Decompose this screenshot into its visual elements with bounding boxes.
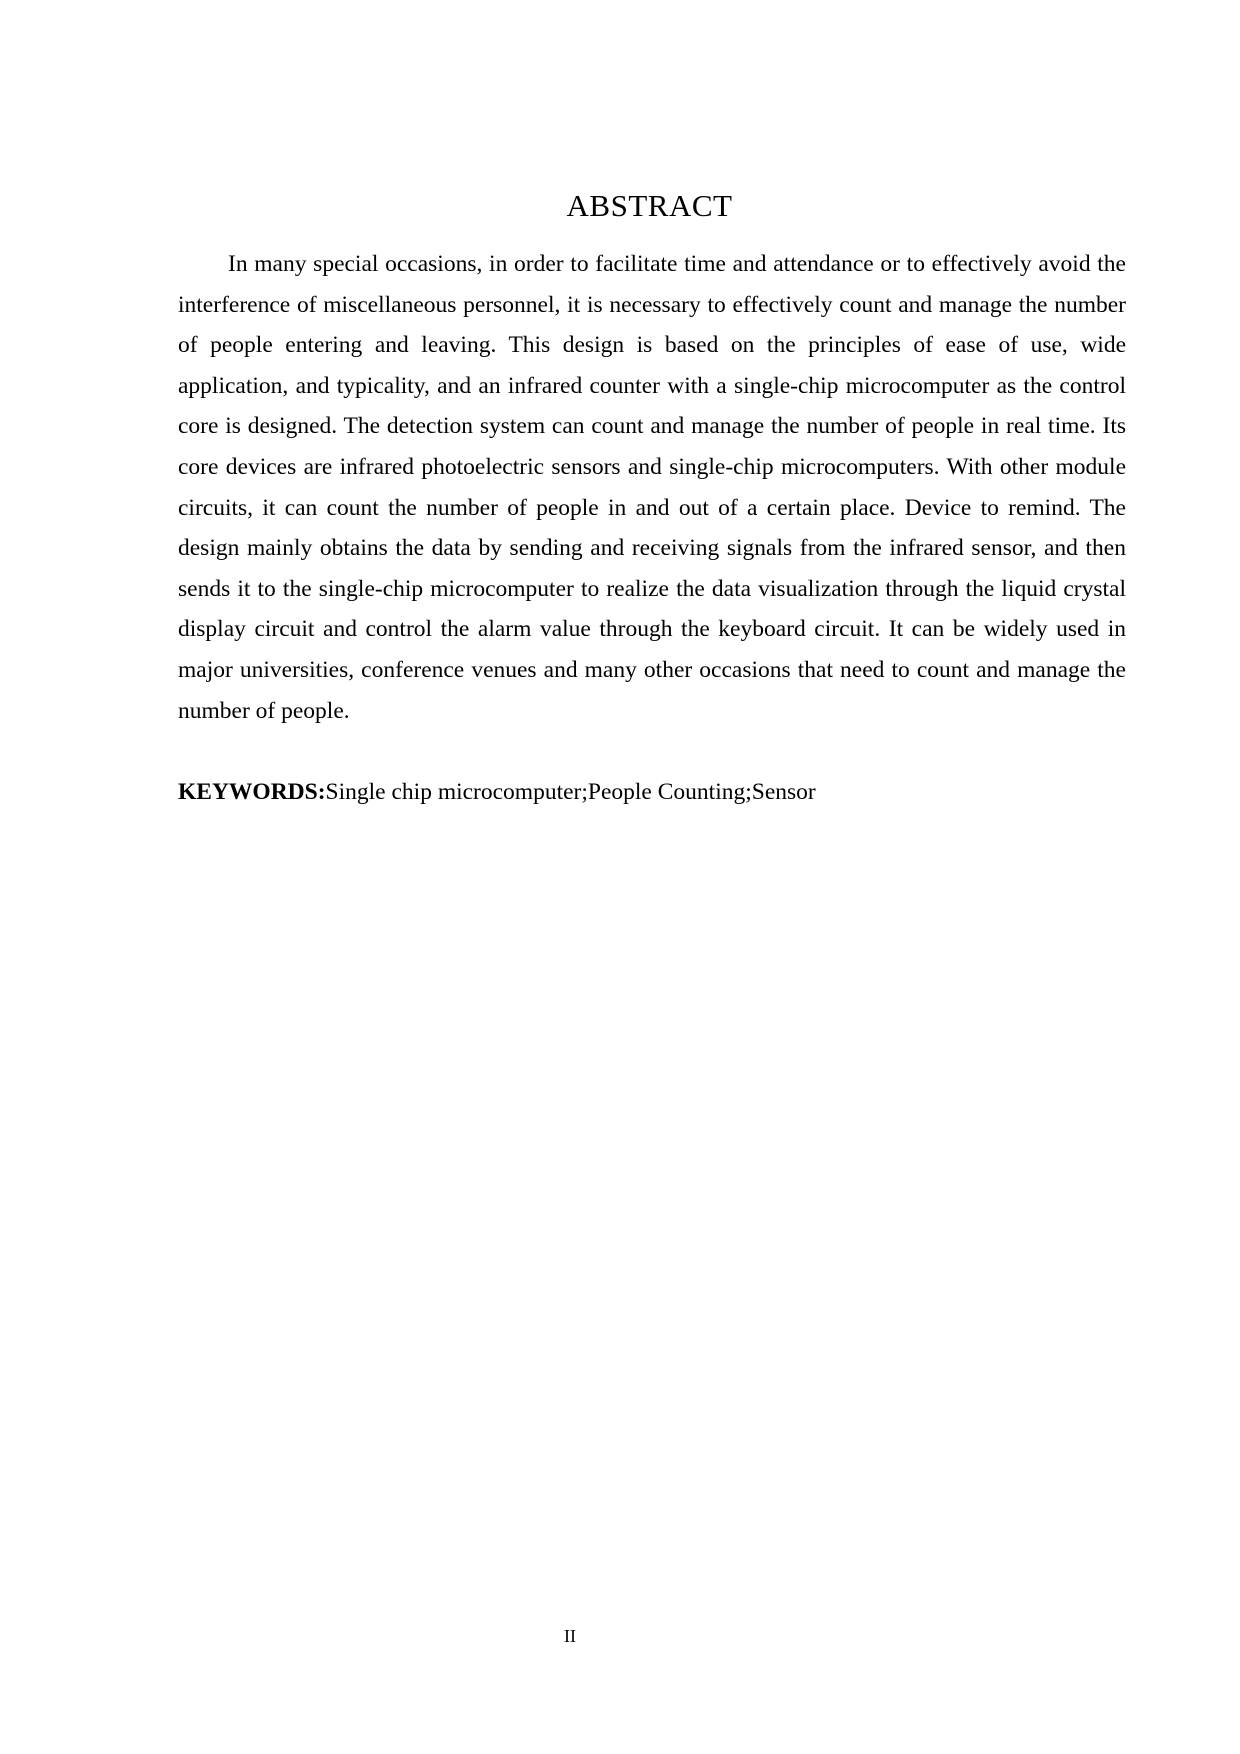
abstract-paragraph: In many special occasions, in order to facilitate time and attendance or to effectively avoid the interference of miscellaneous personnel, it is necessary to effectively count and manage the number of people entering and leaving. This design is based on the principles of ease of use, wide application, and typicality, and an infrared counter with a single-chip microcomputer as the control core is designed. The detection system can count and manage the number of people in real time. Its core devices are infrared photoelectric sensors and single-chip microcomputers. With other module circuits, it can count the number of people in and out of a certain place. Device to remind. The design mainly obtains the data by sending and receiving signals from the infrared sensor, and then sends it to the single-chip microcomputer to realize the data visualization through the liquid crystal display circuit and control the alarm value through the keyboard circuit. It can be widely used in major universities, conference venues and many other occasions that need to count and manage the number of people. [178, 251, 1126, 724]
abstract-title: ABSTRACT [566, 188, 733, 223]
keywords-text: Single chip microcomputer;People Counting;Sensor [325, 779, 816, 805]
keywords-line [178, 772, 1126, 813]
keywords-label: KEYWORDS: [178, 779, 326, 805]
page-number: II [564, 1626, 576, 1646]
